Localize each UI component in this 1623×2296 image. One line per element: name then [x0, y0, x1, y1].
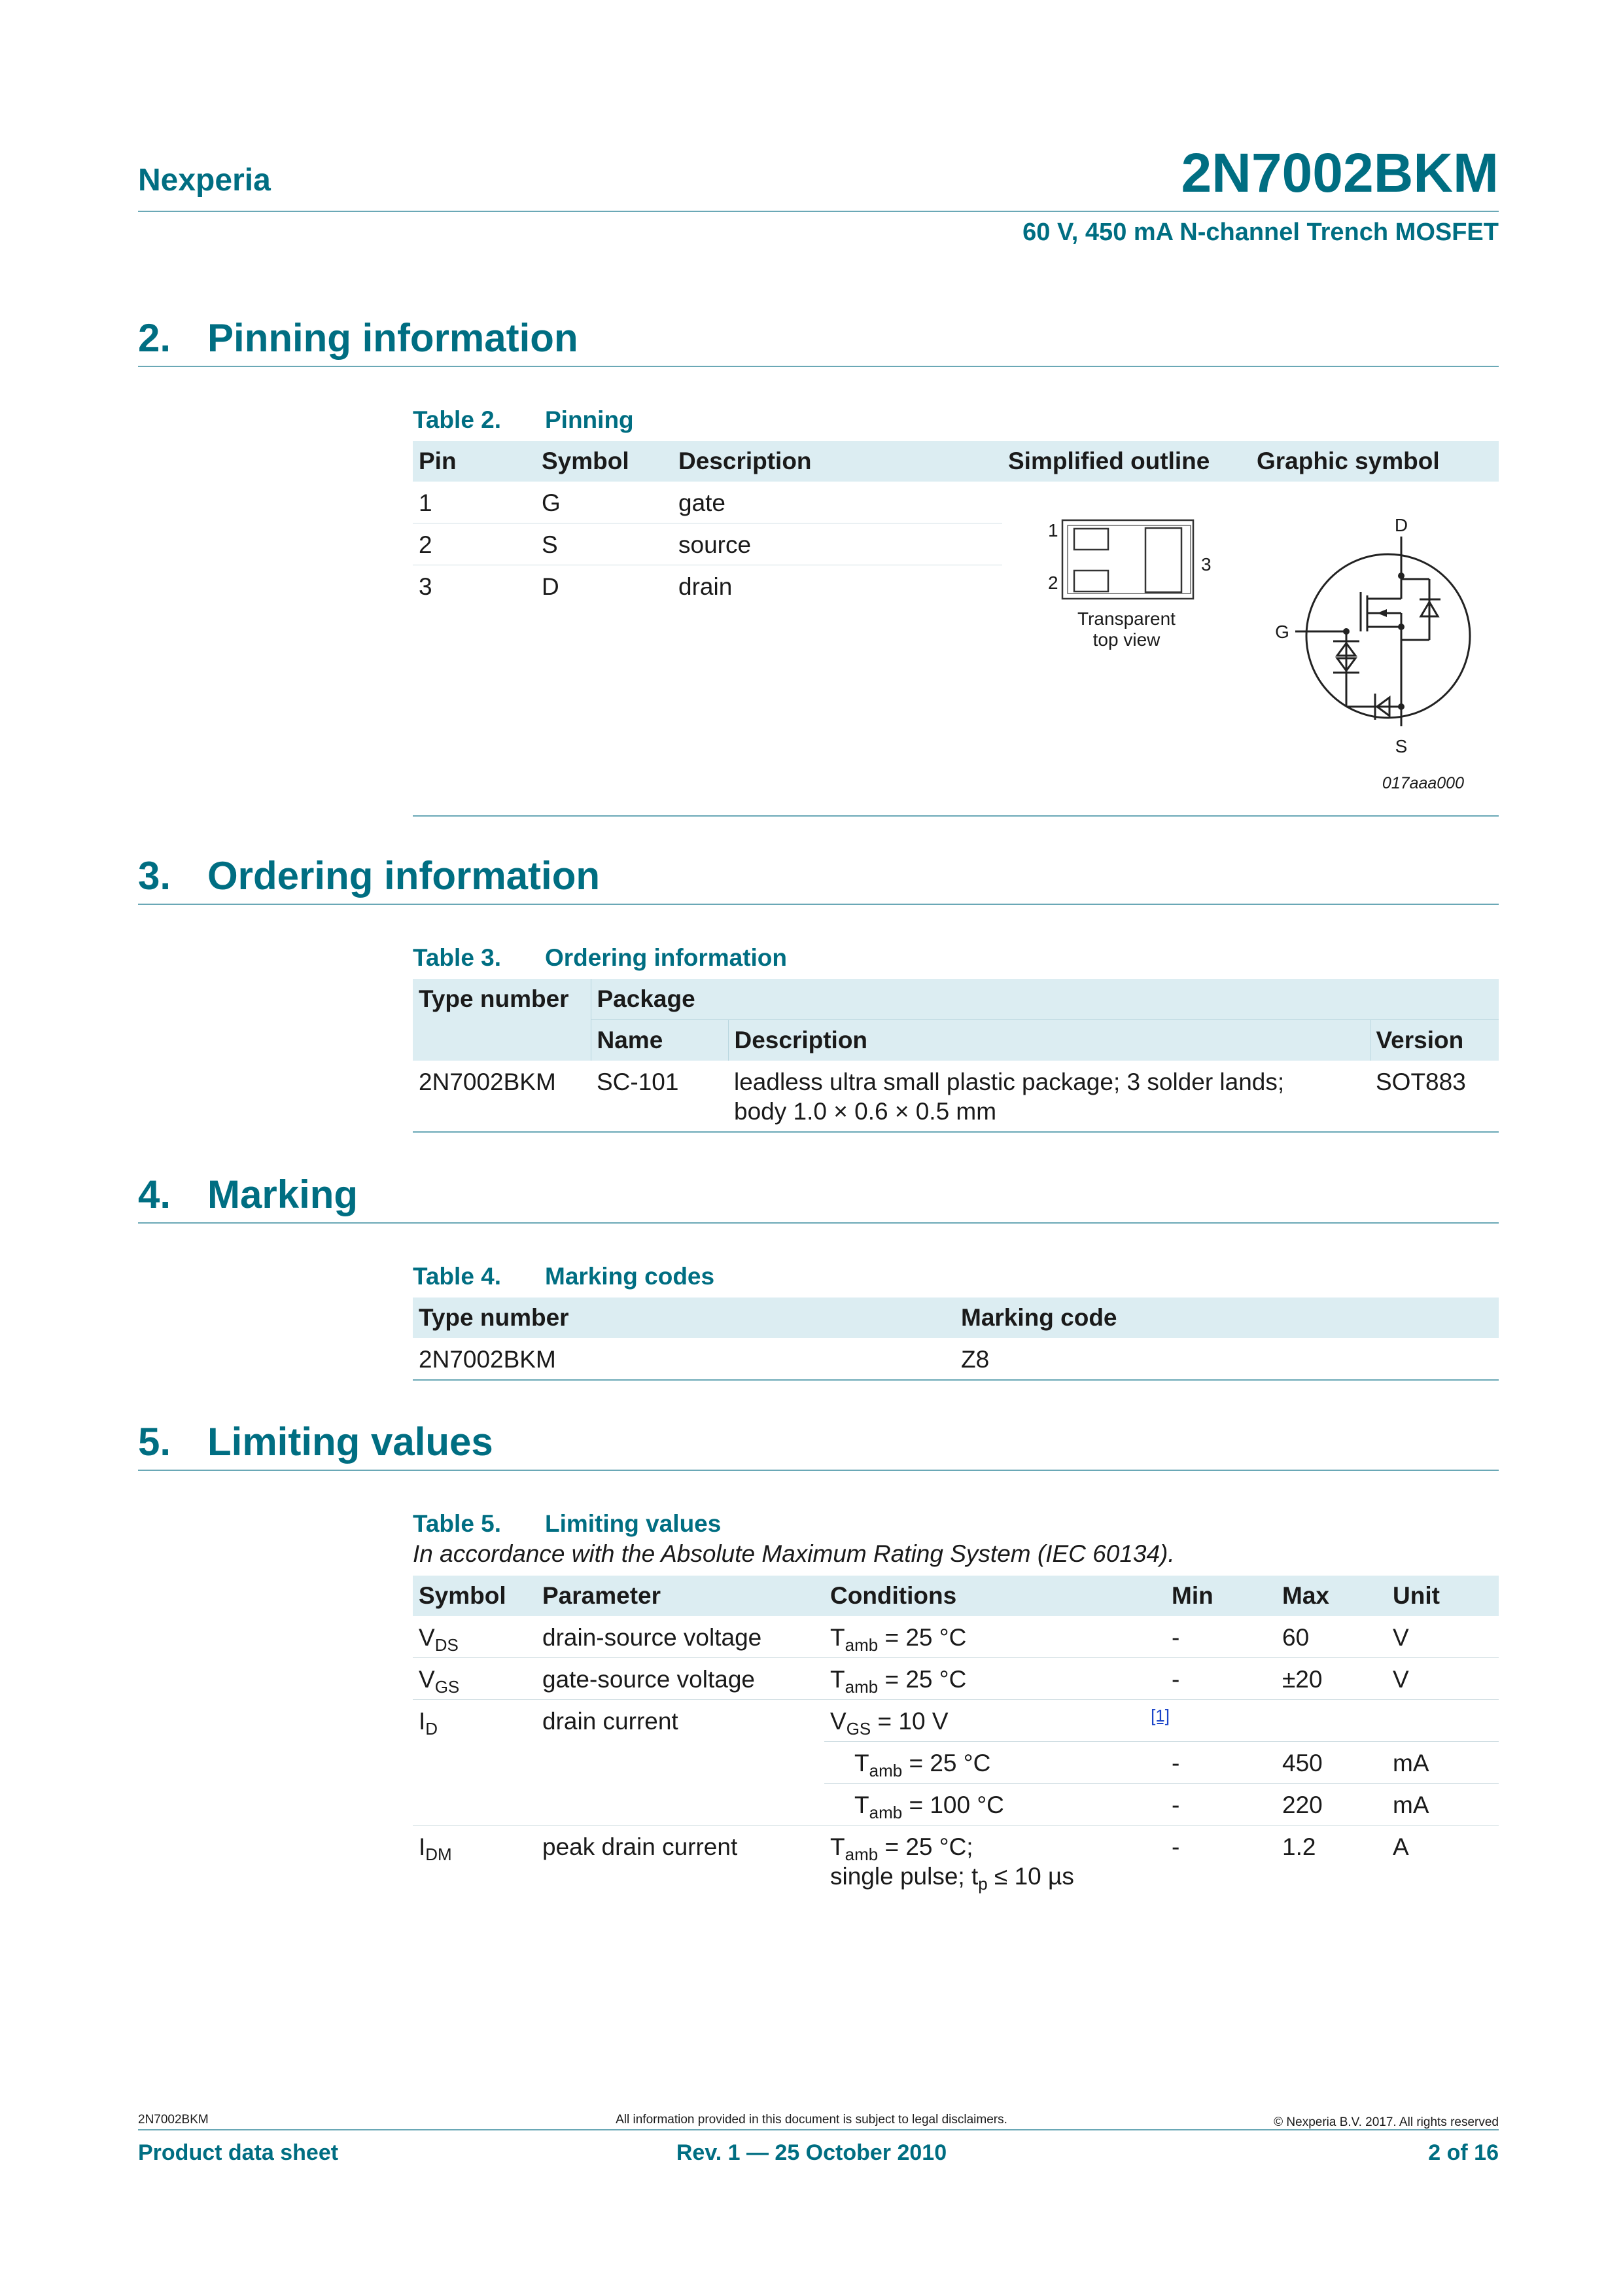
pin-symbol: G: [536, 482, 672, 523]
type-number: 2N7002BKM: [413, 1338, 955, 1380]
conditions-cell: [824, 1826, 1166, 1897]
symbol-sub: DS: [434, 1635, 459, 1655]
cond-rest: = 25 °C;: [878, 1833, 973, 1860]
conditions-cell: [824, 1700, 1170, 1742]
header-marking-code: Marking code: [955, 1298, 1499, 1338]
cond-sub: amb: [869, 1803, 903, 1822]
cond-sub: amb: [845, 1635, 879, 1655]
symbol-main: I: [419, 1708, 426, 1735]
pin-number: 2: [413, 523, 536, 565]
table-title: Limiting values: [545, 1510, 722, 1537]
pin-description: source: [672, 523, 1002, 565]
package-name: SC-101: [591, 1061, 728, 1132]
cond-rest: = 25 °C: [878, 1624, 967, 1651]
table-title: Pinning: [545, 406, 634, 433]
min-cell: -: [1166, 1616, 1276, 1658]
cond-main: T: [830, 1666, 845, 1693]
header-symbol: Symbol: [536, 441, 672, 482]
unit-cell: A: [1393, 1833, 1409, 1860]
pin-number: 3: [419, 573, 432, 600]
header-version: Version: [1370, 1020, 1499, 1061]
cond-sub: p: [978, 1874, 988, 1894]
parameter-cell: drain current: [536, 1700, 824, 1826]
conditions-cell: [824, 1616, 1166, 1658]
symbol-cell: [413, 1700, 536, 1826]
footer-doc-id: 2N7002BKM: [138, 2113, 209, 2127]
section-title: Limiting values: [207, 1420, 493, 1464]
pin-description: gate: [672, 482, 1002, 523]
outline-caption-1: Transparent: [1077, 609, 1176, 629]
header-type-number: Type number: [413, 979, 591, 1061]
pin-number: 1: [413, 482, 536, 523]
symbol-main: V: [419, 1624, 435, 1651]
outline-caption-2: top view: [1092, 629, 1161, 650]
max-cell: 1.2: [1282, 1833, 1316, 1860]
section-heading-marking: [138, 1172, 1499, 1224]
header-conditions: Conditions: [824, 1576, 1166, 1616]
max-cell: 450: [1276, 1742, 1387, 1784]
cond-main: T: [854, 1792, 869, 1818]
description-line: body 1.0 × 0.6 × 0.5 mm: [734, 1098, 997, 1125]
section-heading-ordering: [138, 853, 1499, 905]
header-min: Min: [1166, 1576, 1276, 1616]
symbol-label-source: S: [1395, 736, 1408, 756]
header-simplified-outline: Simplified outline: [1002, 441, 1251, 482]
pin-symbol: D: [542, 573, 559, 600]
footer-disclaimer: All information provided in this document is subject to legal disclaimers.: [616, 2113, 1007, 2127]
table-title: Marking codes: [545, 1263, 715, 1290]
cond-main: V: [830, 1708, 846, 1735]
header-symbol: Symbol: [413, 1576, 536, 1616]
footer-doc-type: Product data sheet: [138, 2140, 339, 2165]
part-number: 2N7002BKM: [1181, 142, 1499, 203]
outline-label-2: 2: [1048, 573, 1058, 593]
parameter-cell: drain-source voltage: [536, 1616, 824, 1658]
symbol-main: V: [419, 1666, 435, 1693]
pin-description: drain: [678, 573, 733, 600]
cond-sub: amb: [845, 1845, 879, 1864]
ordering-table: [413, 979, 1499, 1133]
part-subtitle: 60 V, 450 mA N-channel Trench MOSFET: [1022, 219, 1499, 246]
table-number: Table 2.: [413, 406, 502, 433]
symbol-sub: GS: [434, 1677, 460, 1697]
parameter-cell: gate-source voltage: [536, 1658, 824, 1700]
package-version: SOT883: [1370, 1061, 1499, 1132]
section-title: Ordering information: [207, 854, 600, 898]
max-cell: 220: [1276, 1784, 1387, 1826]
table-number: Table 5.: [413, 1510, 502, 1537]
cond-main: T: [830, 1833, 845, 1860]
package-description: [728, 1061, 1370, 1132]
section-number: 5.: [138, 1420, 171, 1464]
conditions-cell: [824, 1658, 1166, 1700]
min-cell: -: [1166, 1784, 1276, 1826]
unit-cell: V: [1387, 1658, 1499, 1700]
footer-rule: [138, 2129, 1499, 2130]
section-number: 2.: [138, 316, 171, 360]
footnote-reference-link[interactable]: [1]: [1151, 1706, 1170, 1725]
symbol-sub: DM: [425, 1845, 452, 1864]
section-number: 3.: [138, 854, 171, 898]
type-number: 2N7002BKM: [413, 1061, 591, 1132]
cond-sub: amb: [869, 1761, 903, 1780]
cond-main: T: [854, 1750, 869, 1776]
header-graphic-symbol: Graphic symbol: [1251, 441, 1499, 482]
table4-caption: [413, 1263, 714, 1290]
max-cell: ±20: [1276, 1658, 1387, 1700]
header-unit: Unit: [1387, 1576, 1499, 1616]
unit-cell: mA: [1387, 1784, 1499, 1826]
header-type-number: Type number: [413, 1298, 955, 1338]
outline-label-3: 3: [1201, 554, 1212, 574]
footer-page-number: 2 of 16: [1428, 2140, 1499, 2165]
table-row: [413, 1658, 1499, 1700]
table-row: [413, 1700, 1499, 1742]
description-line: leadless ultra small plastic package; 3 solder lands;: [734, 1069, 1285, 1095]
table-title: Ordering information: [545, 944, 787, 971]
conditions-cell: [824, 1742, 1166, 1784]
section-title: Marking: [207, 1173, 358, 1216]
cond-main: single pulse; t: [830, 1863, 979, 1890]
footer-revision: Rev. 1 — 25 October 2010: [676, 2140, 947, 2165]
table-row: [413, 1616, 1499, 1658]
section-number: 4.: [138, 1173, 171, 1216]
header-parameter: Parameter: [536, 1576, 824, 1616]
marking-code: Z8: [955, 1338, 1499, 1380]
package-outline-diagram: [1034, 510, 1230, 654]
symbol-code: 017aaa000: [1382, 774, 1464, 792]
table2-caption: [413, 406, 634, 434]
header-description: Description: [728, 1020, 1370, 1061]
footer-copyright: © Nexperia B.V. 2017. All rights reserved: [1274, 2115, 1499, 2129]
pin-symbol: S: [536, 523, 672, 565]
brand-name: Nexperia: [138, 163, 271, 198]
table-number: Table 3.: [413, 944, 502, 971]
table2-bottom-rule: [413, 815, 1499, 817]
cond-rest: = 100 °C: [902, 1792, 1004, 1818]
header-pin: Pin: [413, 441, 536, 482]
symbol-label-drain: D: [1394, 515, 1408, 535]
table5-caption: [413, 1510, 721, 1538]
cond-sub: amb: [845, 1677, 879, 1697]
cond-sub: GS: [846, 1719, 871, 1739]
section-heading-limiting-values: [138, 1419, 1499, 1471]
marking-table: [413, 1298, 1499, 1381]
limiting-values-table: [413, 1576, 1499, 1896]
symbol-sub: D: [425, 1719, 438, 1739]
header-name: Name: [591, 1020, 728, 1061]
cond-rest: ≤ 10 µs: [987, 1863, 1074, 1890]
symbol-cell: [413, 1658, 536, 1700]
unit-cell: mA: [1387, 1742, 1499, 1784]
header-description: Description: [672, 441, 1002, 482]
min-cell: -: [1172, 1833, 1180, 1860]
header-max: Max: [1276, 1576, 1387, 1616]
table-row: [413, 1826, 1499, 1897]
symbol-label-gate: G: [1275, 622, 1289, 642]
cond-rest: = 25 °C: [902, 1750, 991, 1776]
min-cell: -: [1166, 1742, 1276, 1784]
max-cell: 60: [1276, 1616, 1387, 1658]
header-rule: [138, 211, 1499, 212]
cond-main: T: [830, 1624, 845, 1651]
table-number: Table 4.: [413, 1263, 502, 1290]
symbol-main: I: [419, 1833, 426, 1860]
header-package: Package: [591, 979, 1499, 1020]
min-cell: -: [1166, 1658, 1276, 1700]
outline-label-1: 1: [1048, 520, 1058, 540]
cond-rest: = 10 V: [871, 1708, 949, 1735]
cond-rest: = 25 °C: [878, 1666, 967, 1693]
table5-note: In accordance with the Absolute Maximum Rating System (IEC 60134).: [413, 1540, 1175, 1567]
section-heading-pinning: [138, 315, 1499, 367]
symbol-cell: [413, 1616, 536, 1658]
parameter-cell: peak drain current: [542, 1833, 738, 1860]
symbol-cell: [413, 1826, 536, 1897]
table3-caption: [413, 944, 787, 972]
conditions-cell: [824, 1784, 1166, 1826]
unit-cell: V: [1387, 1616, 1499, 1658]
section-title: Pinning information: [207, 316, 578, 360]
mosfet-graphic-symbol: [1269, 510, 1492, 798]
